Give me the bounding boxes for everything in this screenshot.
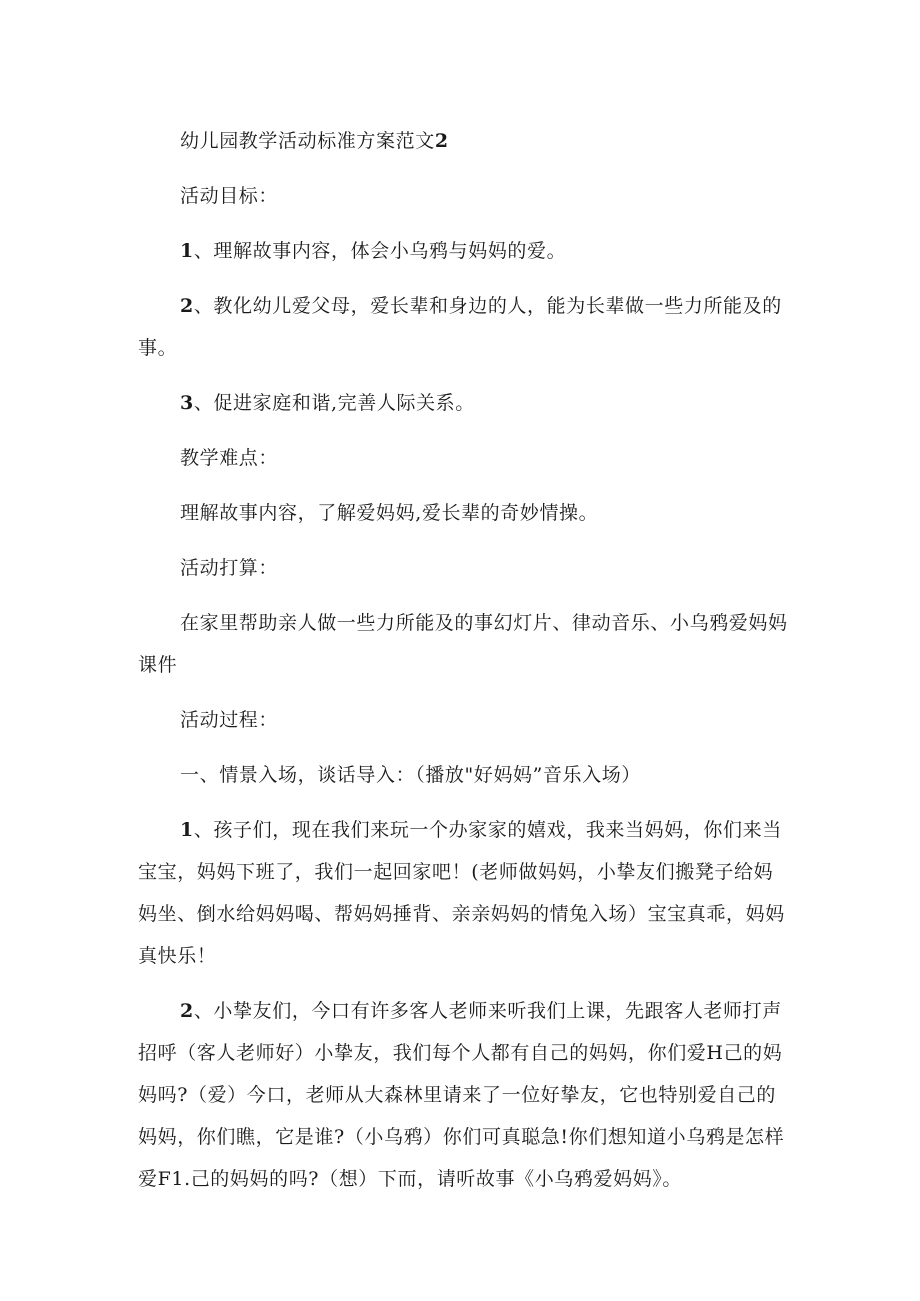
item-number: 2 [180,1000,194,1022]
title-number: 2 [434,130,449,152]
item-number: 2 [180,295,194,317]
title-text: 幼儿园教学活动标准方案范文 [180,130,435,152]
goal-item-2 [138,285,788,369]
heading-text: 活动打算： [180,557,279,579]
process-item-1 [138,809,788,977]
section-heading-preparation [138,547,788,589]
goal-item-1 [138,230,788,272]
process-item-2 [138,990,788,1200]
item-text: 、教化幼儿爱父母，爱长辈和身边的人，能为长辈做一些力所能及的事。 [138,295,782,359]
heading-text: 活动过程： [180,709,279,731]
difficulty-text [138,492,788,534]
preparation-text [138,602,788,686]
item-number: 1 [180,819,194,841]
paragraph-text: 在家里帮助亲人做一些力所能及的事幻灯片、律动音乐、小乌鸦爱妈妈课件 [138,612,788,676]
heading-text: 教学难点： [180,447,279,469]
item-number: 3 [180,392,194,414]
item-text: 、孩子们，现在我们来玩一个办家家的嬉戏，我来当妈妈，你们来当宝宝，妈妈下班了，我们一起回家吧！(老师做妈妈，小挚友们搬凳子给妈妈坐、倒水给妈妈喝、帮妈妈捶背、亲亲妈妈的情兔入场）宝宝真乖，妈妈真快乐！ [138,819,785,967]
section-heading-goals [138,175,788,217]
heading-text: 活动目标： [180,185,279,207]
item-text: 、小挚友们，今口有许多客人老师来听我们上课，先跟客人老师打声招呼（客人老师好）小挚友，我们每个人都有自己的妈妈，你们爱H己的妈妈吗?（爱）今口，老师从大森林里请来了一位好挚友，它也特别爱自己的妈妈，你们瞧，它是谁?（小乌鸦）你们可真聪急!你们想知道小乌鸦是怎样爱F1.己的妈妈的吗?（想）下而，请听故事《小乌鸦爱妈妈》。 [138,1000,785,1190]
paragraph-text: 一、情景入场，谈话导入：（播放"好妈妈”音乐入场） [180,764,641,786]
item-text: 、促进家庭和谐,完善人际关系。 [193,392,475,414]
goal-item-3 [138,382,788,424]
item-text: 、理解故事内容，体会小乌鸦与妈妈的爱。 [193,240,567,262]
document-title [138,120,788,162]
section-heading-process [138,699,788,741]
paragraph-text: 理解故事内容，了解爱妈妈,爱长辈的奇妙情操。 [180,502,599,524]
process-step-heading [138,754,788,796]
section-heading-difficulty [138,437,788,479]
item-number: 1 [180,240,194,262]
document-body [138,120,788,1200]
